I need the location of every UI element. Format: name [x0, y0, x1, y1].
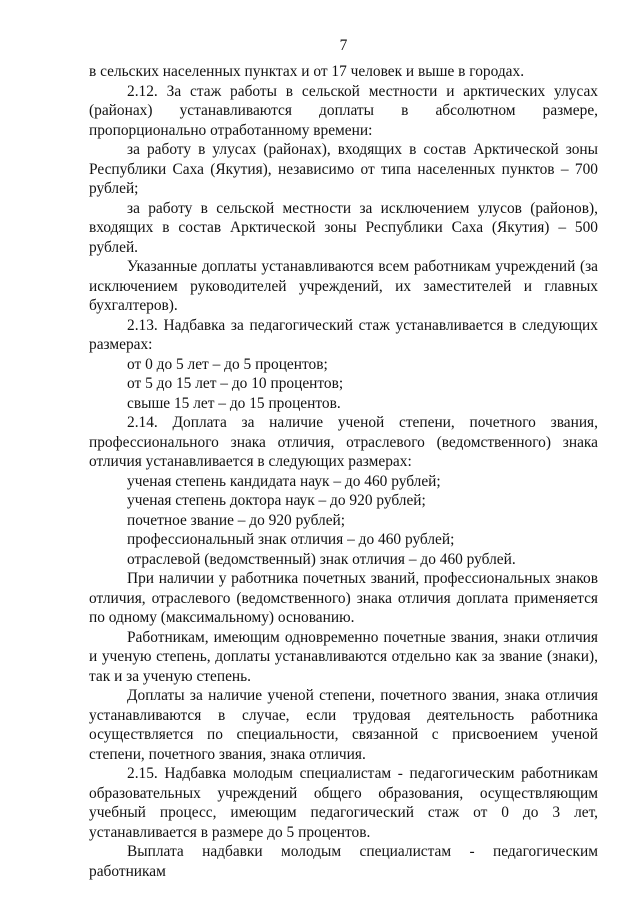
list-item: от 5 до 15 лет – до 10 процентов;	[127, 375, 344, 392]
paragraph: 2.14. Доплата за наличие ученой степени, почетного звания, профессионального знака отличия, отраслевого (ведомственного) знака отличия устанавливается в следующих размерах:	[89, 414, 598, 470]
paragraph: Доплаты за наличие ученой степени, почетного звания, знака отличия устанавливаются в случае, если трудовая деятельность работника осуществляется по специальности, связанной с присвоением ученой степени, почетного звания, знака отличия.	[89, 687, 598, 763]
list-item: профессиональный знак отличия – до 460 рублей;	[127, 531, 455, 548]
page-number: 7	[339, 37, 348, 54]
list-item: ученая степень кандидата наук – до 460 рублей;	[127, 472, 441, 490]
list-item: ученая степень доктора наук – до 920 рублей;	[127, 492, 426, 509]
list-item: от 0 до 5 лет – до 5 процентов;	[127, 355, 328, 373]
paragraph: 2.15. Надбавка молодым специалистам - педагогическим работникам образовательных учреждений общего образования, осуществляющим учебный процесс, имеющим педагогический стаж от 0 до 3 лет, устанавливается в размере до 5 процентов.	[89, 765, 598, 841]
paragraph: в сельских населенных пунктах и от 17 человек и выше в городах.	[89, 63, 525, 80]
list-item: свыше 15 лет – до 15 процентов.	[127, 394, 341, 412]
paragraph: 2.13. Надбавка за педагогический стаж устанавливается в следующих размерах:	[89, 316, 598, 353]
paragraph: за работу в улусах (районах), входящих в состав Арктической зоны Республики Саха (Якутия), независимо от типа населенных пунктов – 700 рублей;	[89, 141, 598, 197]
paragraph: Выплата надбавки молодым специалистам - педагогическим работникам	[89, 843, 598, 880]
list-item: почетное звание – до 920 рублей;	[127, 511, 346, 529]
document-body	[89, 62, 598, 881]
paragraph: Работникам, имеющим одновременно почетные звания, знаки отличия и ученую степень, доплаты устанавливаются отдельно как за звание (знаки), так и за ученую степень.	[89, 628, 598, 685]
paragraph: 2.12. За стаж работы в сельской местности и арктических улусах (районах) устанавливаются доплаты в абсолютном размере, пропорционально отработанному времени:	[89, 82, 598, 139]
paragraph: Указанные доплаты устанавливаются всем работникам учреждений (за исключением руководителей учреждений, их заместителей и главных бухгалтеров).	[89, 258, 598, 314]
paragraph: При наличии у работника почетных званий, профессиональных знаков отличия, отраслевого (ведомственного) знака отличия доплата применяется по одному (максимальному) основанию.	[89, 570, 598, 626]
paragraph: за работу в сельской местности за исключением улусов (районов), входящих в состав Арктической зоны Республики Саха (Якутия) – 500 рублей.	[89, 199, 598, 256]
list-item: отраслевой (ведомственный) знак отличия – до 460 рублей.	[127, 550, 516, 568]
